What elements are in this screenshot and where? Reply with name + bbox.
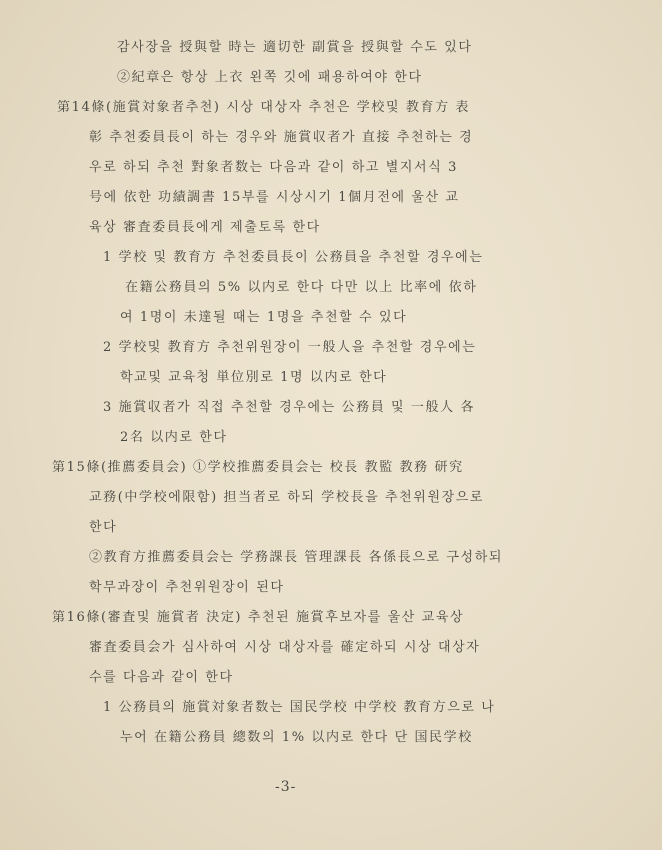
page-number: -3-	[275, 779, 297, 795]
text-line: ②紀章은 항상 上衣 왼쪽 깃에 패용하여야 한다	[117, 70, 423, 85]
text-line: 2名 以内로 한다	[120, 430, 228, 445]
text-line: 한다	[89, 520, 118, 535]
text-line: 수를 다음과 같이 한다	[89, 670, 234, 685]
text-line: 号에 依한 功績調書 15부를 시상시기 1個月전에 울산 교	[89, 190, 460, 205]
text-line: 3 施賞収者가 직접 추천할 경우에는 公務員 및 一般人 各	[103, 400, 476, 415]
text-line: 교務(中学校에限함) 担当者로 하되 学校長을 추천위원장으로	[89, 490, 485, 505]
text-line: 在籍公務員의 5% 以内로 한다 다만 以上 比率에 依하	[125, 280, 478, 295]
text-line: 第15條(推薦委員会) ①学校推薦委員会는 校長 教監 教務 研究	[52, 460, 464, 475]
text-line: 1 公務員의 施賞対象者数는 国民学校 中学校 教育方으로 나	[103, 700, 496, 715]
text-line: 1 学校 및 教育方 추천委員長이 公務員을 추천할 경우에는	[103, 250, 484, 265]
text-line: 누어 在籍公務員 總数의 1% 以内로 한다 단 国民学校	[120, 730, 473, 745]
text-line: 학교및 교육청 単位別로 1명 以内로 한다	[120, 370, 388, 385]
text-line: 第14條(施賞対象者추천) 시상 대상자 추천은 学校및 教育方 表	[57, 100, 471, 115]
text-line: 여 1명이 未達될 때는 1명을 추천할 수 있다	[120, 310, 408, 325]
text-line: 학무과장이 추천위원장이 된다	[89, 580, 285, 595]
text-line: 審査委員会가 심사하여 시상 대상자를 確定하되 시상 대상자	[89, 640, 481, 655]
text-line: 우로 하되 추천 對象者数는 다음과 같이 하고 별지서식 3	[89, 160, 458, 175]
text-line: 2 学校및 教育方 추천위원장이 一般人을 추천할 경우에는	[103, 340, 477, 355]
text-line: 육상 審査委員長에게 제출토록 한다	[89, 220, 321, 235]
text-line: ②教育方推薦委員会는 学務課長 管理課長 各係長으로 구성하되	[89, 550, 504, 565]
text-line: 감사장을 授與할 時는 適切한 副賞을 授與할 수도 있다	[117, 40, 473, 55]
text-line: 第16條(審査및 施賞者 決定) 추천된 施賞후보자를 울산 교육상	[52, 610, 465, 625]
text-line: 彰 추천委員長이 하는 경우와 施賞収者가 直接 추천하는 경	[89, 130, 474, 145]
